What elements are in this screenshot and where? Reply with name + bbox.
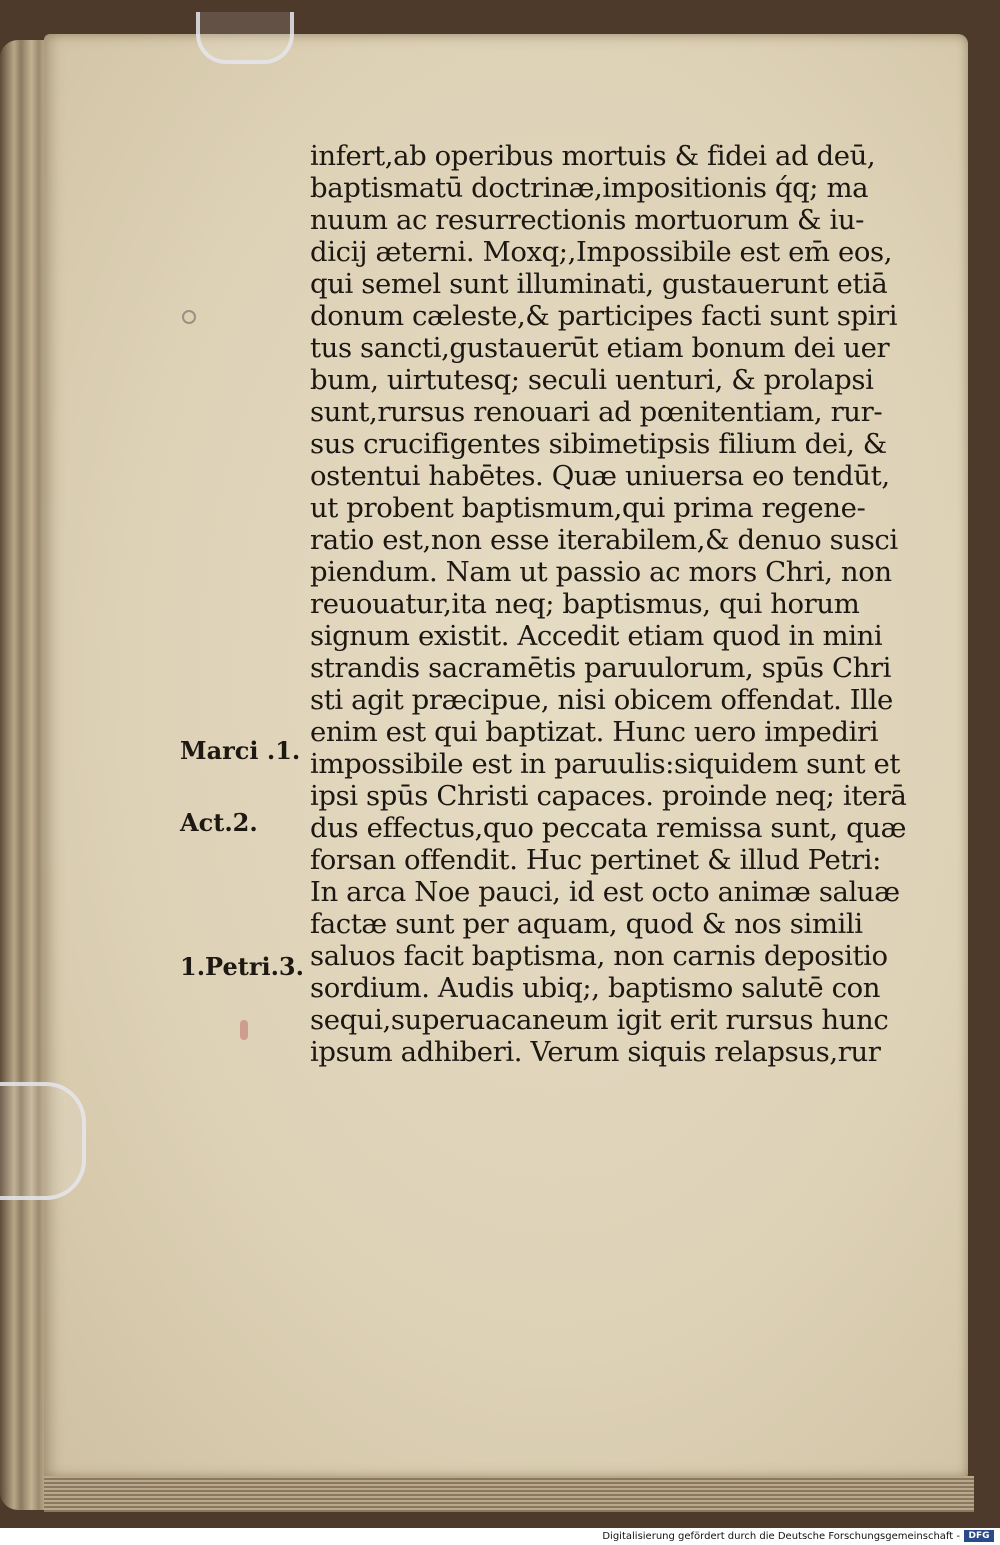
red-mark [240,1020,248,1040]
text-line: strandis sacramētis paruulorum, spūs Chri [310,652,892,684]
page-bottom-edges [44,1476,974,1512]
text-line: impossibile est in paruulis:siquidem sunt et [310,748,900,780]
text-line: nuum ac resurrectionis mortuorum & iu- [310,204,865,236]
text-line: reuouatur,ita neq; baptismus, qui horum [310,588,860,620]
text-line: donum cæleste,& participes facti sunt spiri [310,300,898,332]
funding-notice: Digitalisierung gefördert durch die Deutsche Forschungsgemeinschaft - [602,1531,960,1542]
text-line: dicij æterni. Moxq;,Impossibile est em̄ eos, [310,236,893,268]
text-line: enim est qui baptizat. Hunc uero impediri [310,716,879,748]
text-line: ostentui habētes. Quæ uniuersa eo tendūt, [310,460,890,492]
text-line: infert,ab operibus mortuis & fidei ad deū, [310,140,876,172]
text-line: tus sancti,gustauerūt etiam bonum dei uer [310,332,890,364]
marginal-note-marci: Marci .1. [180,736,301,765]
left-clip [0,1082,86,1200]
main-text-block [310,140,960,1068]
text-line: forsan offendit. Huc pertinet & illud Petri: [310,844,882,876]
text-line: factæ sunt per aquam, quod & nos simili [310,908,863,940]
text-line: ipsum adhiberi. Verum siquis relapsus,rur [310,1036,881,1068]
text-line: piendum. Nam ut passio ac mors Chri, non [310,556,892,588]
text-line: signum existit. Accedit etiam quod in mini [310,620,883,652]
marginal-note-acta: Act.2. [180,808,258,837]
top-clip [196,12,294,64]
text-line: qui semel sunt illuminati, gustauerunt etiā [310,268,888,300]
text-line: sunt,rursus renouari ad pœnitentiam, rur- [310,396,883,428]
marginal-note-petri: 1.Petri.3. [180,952,304,981]
text-line: saluos facit baptisma, non carnis depositio [310,940,888,972]
text-line: sus crucifigentes sibimetipsis filium dei, & [310,428,887,460]
text-line: sequi,superuacaneum igit erit rursus hunc [310,1004,889,1036]
text-line: ipsi spūs Christi capaces. proinde neq; iterā [310,780,907,812]
text-line: baptismatū doctrinæ,impositionis q́q; ma [310,172,869,204]
ring-mark [182,310,196,324]
text-line: bum, uirtutesq; seculi uenturi, & prolapsi [310,364,874,396]
text-line: In arca Noe pauci, id est octo animæ saluæ [310,876,900,908]
dfg-logo-icon: DFG [964,1530,994,1542]
text-line: ut probent baptismum,qui prima regene- [310,492,866,524]
text-line: sti agit præcipue, nisi obicem offendat. Ille [310,684,893,716]
text-line: ratio est,non esse iterabilem,& denuo susci [310,524,898,556]
text-line: sordium. Audis ubiq;, baptismo salutē con [310,972,881,1004]
text-line: dus effectus,quo peccata remissa sunt, quæ [310,812,907,844]
